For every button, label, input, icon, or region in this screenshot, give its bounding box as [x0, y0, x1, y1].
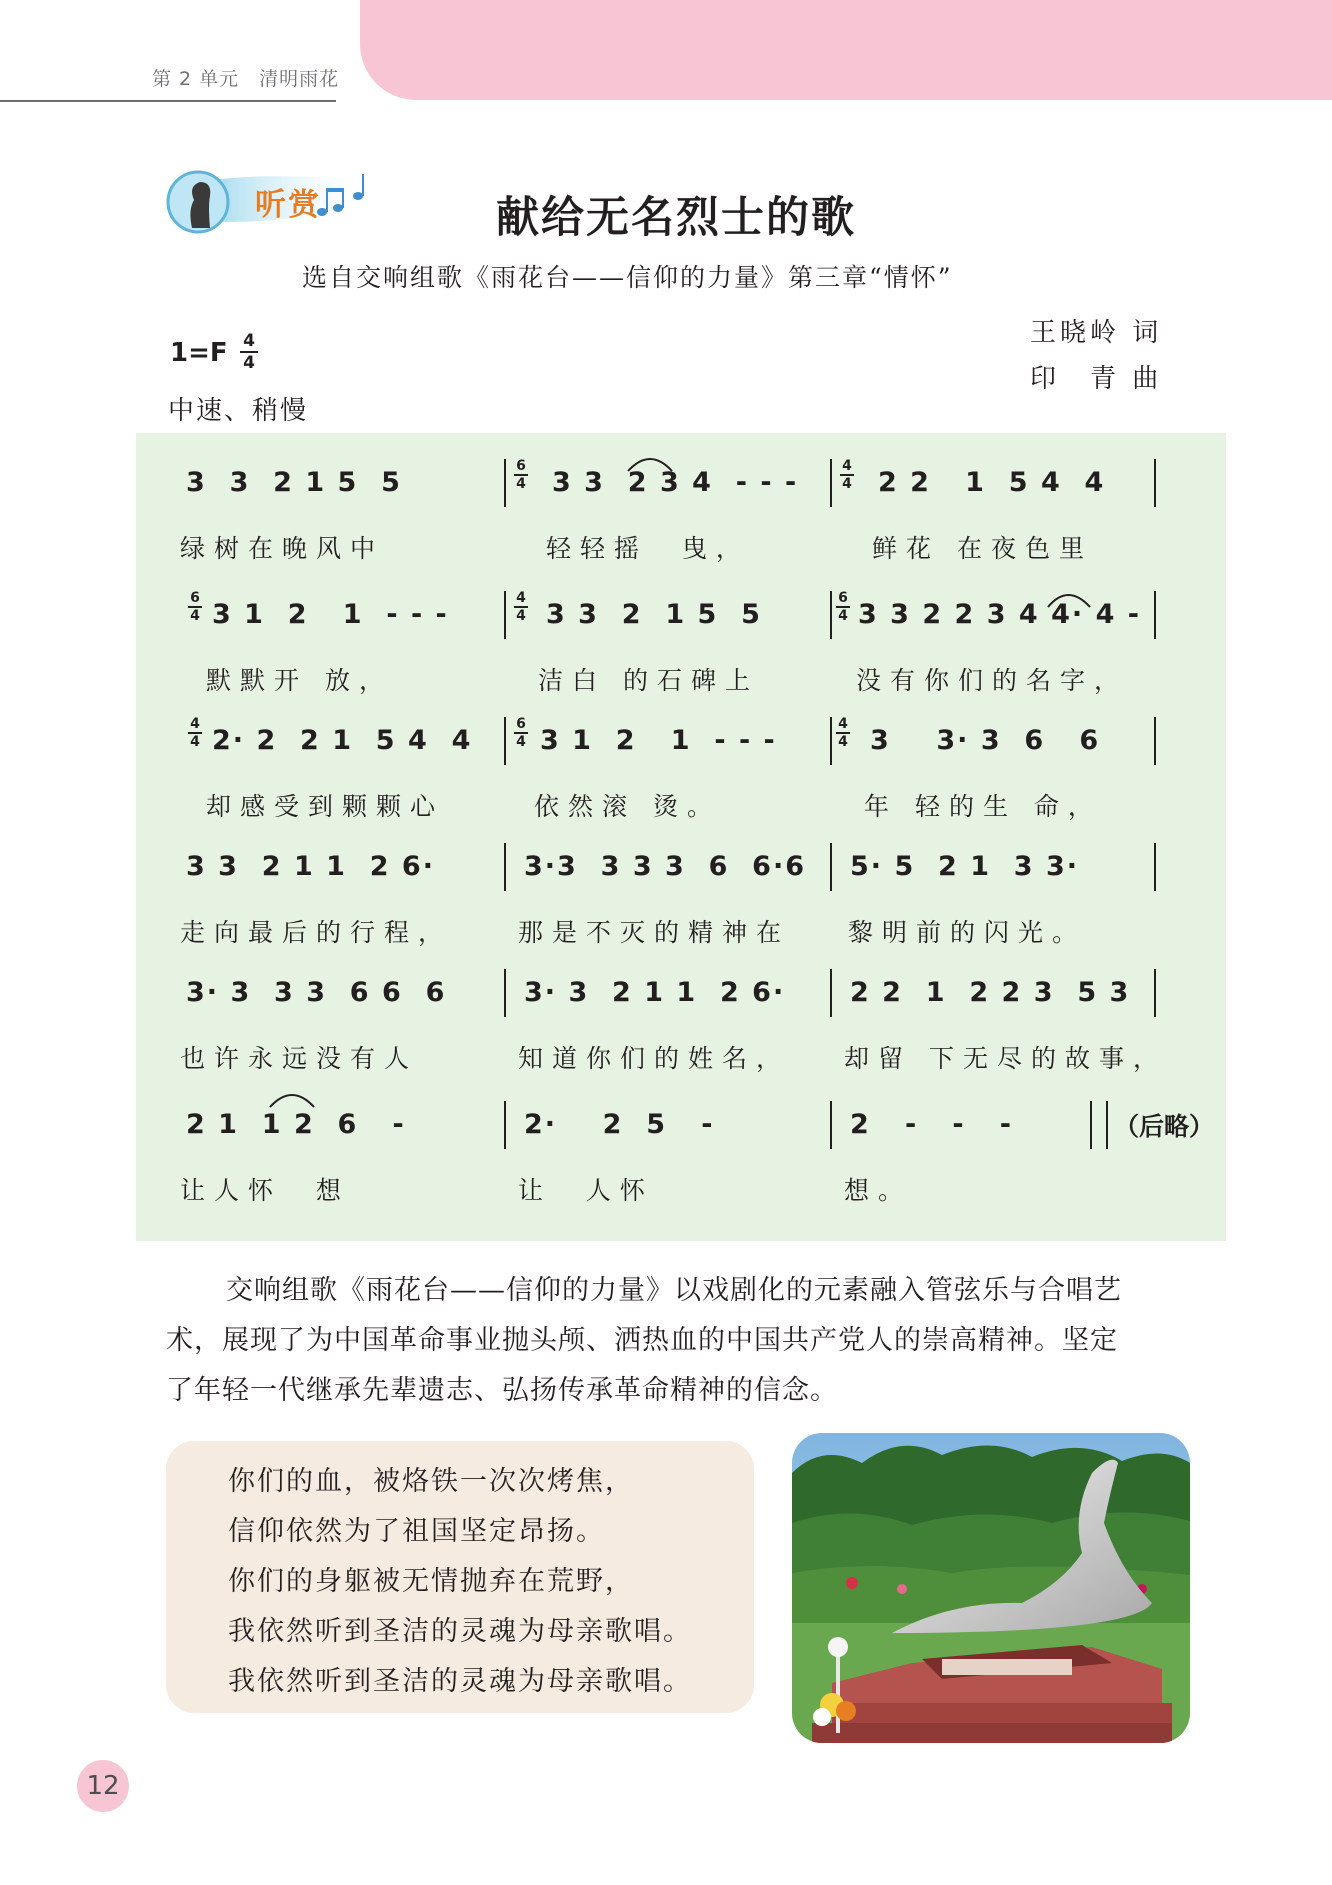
measure-lyrics: 却感受到颗颗心 [206, 792, 445, 821]
measure-time-signature: 6 4 [514, 717, 528, 749]
barline [1090, 1101, 1092, 1149]
measure-notes: 3 3 2 1 1 2 6· [186, 851, 435, 882]
barline [1154, 843, 1156, 891]
paragraph-line: 了年轻一代继承先辈遗志、弘扬传承革命精神的信念。 [166, 1375, 838, 1406]
tie-slur [626, 453, 676, 473]
description-paragraph [166, 1266, 1196, 1416]
time-signature: 4 4 [240, 332, 258, 372]
barline [1154, 459, 1156, 507]
measure-lyrics: 让 人怀 [518, 1176, 654, 1205]
measure-time-signature: 6 4 [836, 591, 850, 623]
measure-notes: 3 3 2 3 4 - - - [552, 467, 799, 498]
key-signature: 1=F [170, 338, 228, 368]
lyrics-row [136, 1171, 1226, 1211]
paragraph-line: 术，展现了为中国革命事业抛头颅、洒热血的中国共产党人的崇高精神。坚定 [166, 1325, 1118, 1356]
measure-notes: 3· 3 3 3 6 6 6 [186, 977, 447, 1008]
barline [830, 717, 832, 765]
measure-notes: 3 1 2 1 - - - [540, 725, 777, 756]
measure-time-signature: 6 4 [188, 591, 202, 623]
measure-notes: 3 3 2 1 5 5 [186, 467, 402, 498]
tempo-marking: 中速、稍慢 [168, 396, 309, 426]
header-pink-tab [360, 0, 1332, 100]
barline [504, 717, 506, 765]
measure-lyrics: 那是不灭的精神在 [518, 918, 791, 947]
measure-lyrics: 想。 [844, 1176, 913, 1205]
measure-notes: 3 1 2 1 - - - [212, 599, 449, 630]
barline [504, 459, 506, 507]
poem-line: 我依然听到圣洁的灵魂为母亲歌唱。 [228, 1616, 692, 1647]
paragraph-line: 交响组歌《雨花台——信仰的力量》以戏剧化的元素融入管弦乐与合唱艺 [226, 1275, 1122, 1306]
barline [504, 1101, 506, 1149]
lyrics-row [136, 529, 1226, 569]
measure-time-signature: 4 4 [836, 717, 850, 749]
barline [830, 843, 832, 891]
tie-slur [268, 1089, 318, 1109]
unit-label: 第 2 单元 清明雨花 [152, 68, 340, 90]
barline [504, 843, 506, 891]
song-subtitle: 选自交响组歌《雨花台——信仰的力量》第三章“情怀” [302, 263, 953, 292]
measure-lyrics: 也许永远没有人 [180, 1044, 419, 1073]
barline [504, 969, 506, 1017]
measure-time-signature: 4 4 [514, 591, 528, 623]
measure-notes: 2 2 1 5 4 4 [878, 467, 1106, 498]
measure-lyrics: 默默开 放， [206, 666, 393, 695]
measure-lyrics: 知道你们的姓名， [518, 1044, 791, 1073]
notes-row [136, 1109, 1226, 1149]
poem-line: 你们的身躯被无情抛弃在荒野， [228, 1566, 634, 1597]
lyricist-credit: 王晓岭 词 [1030, 318, 1163, 348]
measure-time-signature: 6 4 [514, 459, 528, 491]
measure-lyrics: 却留 下无尽的故事， [844, 1044, 1167, 1073]
measure-notes: 2· 2 2 1 5 4 4 [212, 725, 473, 756]
memorial-sculpture-photo [792, 1433, 1190, 1743]
barline [1154, 591, 1156, 639]
measure-time-signature: 4 4 [188, 717, 202, 749]
barline [504, 591, 506, 639]
tie-slur [1046, 589, 1092, 609]
barline [830, 1101, 832, 1149]
lyrics-row [136, 1039, 1226, 1079]
measure-lyrics: 黎明前的闪光。 [848, 918, 1087, 947]
measure-lyrics: 依然滚 烫。 [534, 792, 721, 821]
notes-row [136, 716, 1226, 765]
measure-notes: 3·3 3 3 3 6 6·6 [524, 851, 807, 882]
barline [1154, 969, 1156, 1017]
lyrics-row [136, 661, 1226, 701]
poem-line: 我依然听到圣洁的灵魂为母亲歌唱。 [228, 1666, 692, 1697]
lyrics-row [136, 913, 1226, 953]
barline [1154, 717, 1156, 765]
notes-row [136, 851, 1226, 891]
barline [830, 969, 832, 1017]
measure-notes: 3 3 2 2 3 4 4· 4 - [858, 599, 1141, 630]
barline [830, 591, 832, 639]
measure-lyrics: 鲜花 在夜色里 [872, 534, 1093, 563]
measure-lyrics: 让人怀 想 [180, 1176, 350, 1205]
barline [1106, 1101, 1108, 1149]
measure-lyrics: 洁白 的石碑上 [538, 666, 759, 695]
listener-silhouette-icon [190, 182, 210, 228]
measure-notes: 2 - - - [850, 1109, 1014, 1140]
listen-badge-label: 听赏 [255, 187, 321, 223]
notes-row [136, 977, 1226, 1017]
poem-line: 你们的血，被烙铁一次次烤焦， [228, 1466, 634, 1497]
measure-notes: 5· 5 2 1 3 3· [850, 851, 1080, 882]
lyrics-row [136, 787, 1226, 827]
measure-notes: 3· 3 2 1 1 2 6· [524, 977, 786, 1008]
measure-notes: 3 3 2 1 5 5 [546, 599, 762, 630]
measure-notes: 2 1 1 2 6 - [186, 1109, 406, 1140]
measure-notes: 2· 2 5 - [524, 1109, 715, 1140]
notes-row [136, 458, 1226, 507]
measure-notes: 3 3· 3 6 6 [870, 725, 1101, 756]
header-rule [0, 100, 336, 102]
poem-box [166, 1441, 754, 1713]
measure-lyrics: 走向最后的行程， [180, 918, 453, 947]
measure-lyrics: 轻轻摇 曳， [546, 534, 750, 563]
measure-notes: 2 2 1 2 2 3 5 3 [850, 977, 1131, 1008]
measure-time-signature: 4 4 [840, 459, 854, 491]
measure-lyrics: 没有你们的名字， [856, 666, 1129, 695]
score-panel [136, 433, 1226, 1241]
measure-lyrics: 年 轻的生 命， [864, 792, 1102, 821]
measure-lyrics: 绿树在晚风中 [180, 534, 385, 563]
page-number: 12 [77, 1760, 129, 1812]
song-title: 献给无名烈士的歌 [496, 193, 856, 243]
barline [830, 459, 832, 507]
poem-line: 信仰依然为了祖国坚定昂扬。 [228, 1516, 605, 1547]
omitted-note: （后略） [1114, 1112, 1215, 1141]
composer-credit: 印 青 曲 [1030, 364, 1163, 394]
